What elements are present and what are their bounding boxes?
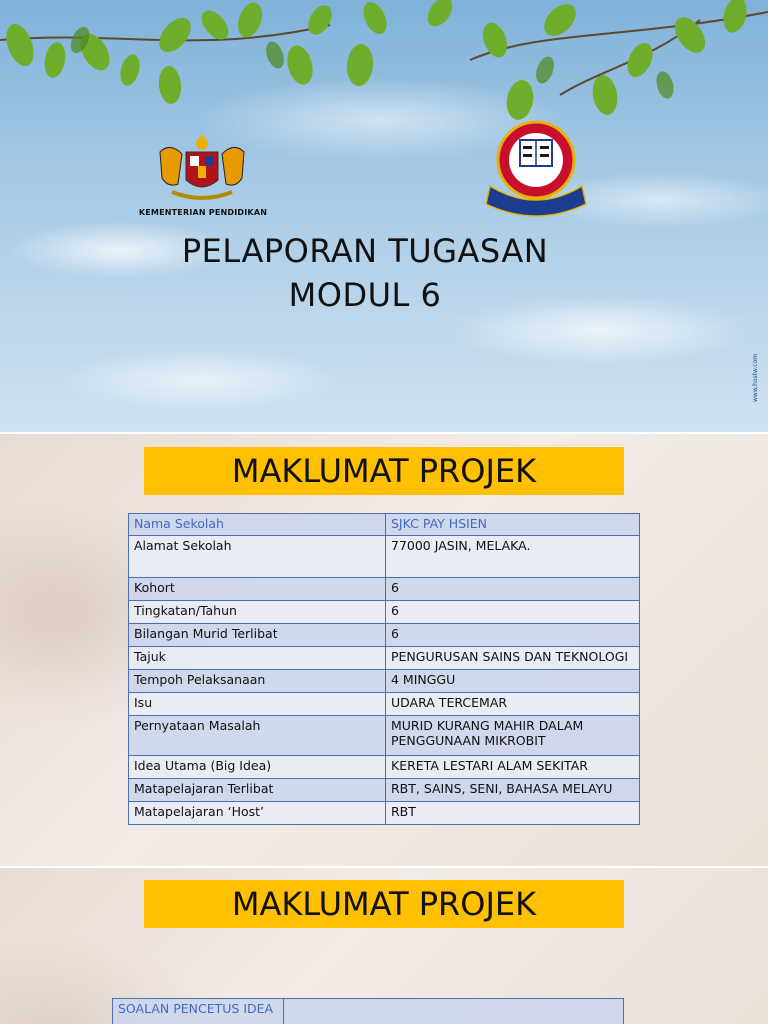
table-row bbox=[129, 802, 640, 825]
slide-title-line1: PELAPORAN TUGASAN bbox=[181, 232, 549, 270]
row-label: Tempoh Pelaksanaan bbox=[129, 670, 386, 693]
row-value: PENGURUSAN SAINS DAN TEKNOLOGI bbox=[386, 647, 640, 670]
row-label: Matapelajaran ‘Host’ bbox=[129, 802, 386, 825]
row-value: 6 bbox=[386, 578, 640, 601]
row-value: UDARA TERCEMAR bbox=[386, 693, 640, 716]
table-row bbox=[129, 647, 640, 670]
row-value: RBT bbox=[386, 802, 640, 825]
row-label: Pernyataan Masalah bbox=[129, 716, 386, 756]
row-value: KERETA LESTARI ALAM SEKITAR bbox=[386, 756, 640, 779]
project-info-slide bbox=[0, 434, 768, 866]
table-row bbox=[129, 670, 640, 693]
ministry-crest-logo bbox=[150, 132, 254, 210]
project-info-slide-2 bbox=[0, 868, 768, 1024]
row-label: Nama Sekolah bbox=[129, 514, 386, 536]
leaves-decoration bbox=[0, 0, 768, 130]
row-value: MURID KURANG MAHIR DALAM PENGGUNAAN MIKROBIT bbox=[386, 716, 640, 756]
school-logo bbox=[482, 114, 590, 222]
table-value bbox=[284, 999, 624, 1024]
row-label: Bilangan Murid Terlibat bbox=[129, 624, 386, 647]
table-row bbox=[129, 536, 640, 578]
slide-title-line2: MODUL 6 bbox=[288, 276, 442, 314]
row-label: Idea Utama (Big Idea) bbox=[129, 756, 386, 779]
row-value: RBT, SAINS, SENI, BAHASA MELAYU bbox=[386, 779, 640, 802]
row-value: 77000 JASIN, MELAKA. bbox=[386, 536, 640, 578]
row-value: 6 bbox=[386, 601, 640, 624]
table-row bbox=[129, 756, 640, 779]
slide-heading: MAKLUMAT PROJEK bbox=[144, 880, 624, 928]
ministry-caption: KEMENTERIAN PENDIDIKAN bbox=[138, 208, 268, 217]
row-value: 4 MINGGU bbox=[386, 670, 640, 693]
title-slide bbox=[0, 0, 768, 432]
row-value: SJKC PAY HSIEN bbox=[386, 514, 640, 536]
row-value: 6 bbox=[386, 624, 640, 647]
table-row bbox=[129, 693, 640, 716]
idea-question-table bbox=[112, 998, 624, 1024]
row-label: Tajuk bbox=[129, 647, 386, 670]
table-row bbox=[129, 624, 640, 647]
row-label: Alamat Sekolah bbox=[129, 536, 386, 578]
row-label: Matapelajaran Terlibat bbox=[129, 779, 386, 802]
table-row bbox=[129, 601, 640, 624]
table-row bbox=[129, 514, 640, 536]
row-label: Kohort bbox=[129, 578, 386, 601]
watermark-text: www.hostw.com bbox=[752, 353, 759, 402]
table-row bbox=[129, 578, 640, 601]
row-label: Tingkatan/Tahun bbox=[129, 601, 386, 624]
table-row bbox=[129, 716, 640, 756]
table-row bbox=[113, 999, 624, 1024]
row-label: Isu bbox=[129, 693, 386, 716]
table-label: SOALAN PENCETUS IDEA bbox=[113, 999, 284, 1024]
table-row bbox=[129, 779, 640, 802]
slide-heading: MAKLUMAT PROJEK bbox=[144, 447, 624, 495]
project-info-table bbox=[128, 513, 640, 825]
